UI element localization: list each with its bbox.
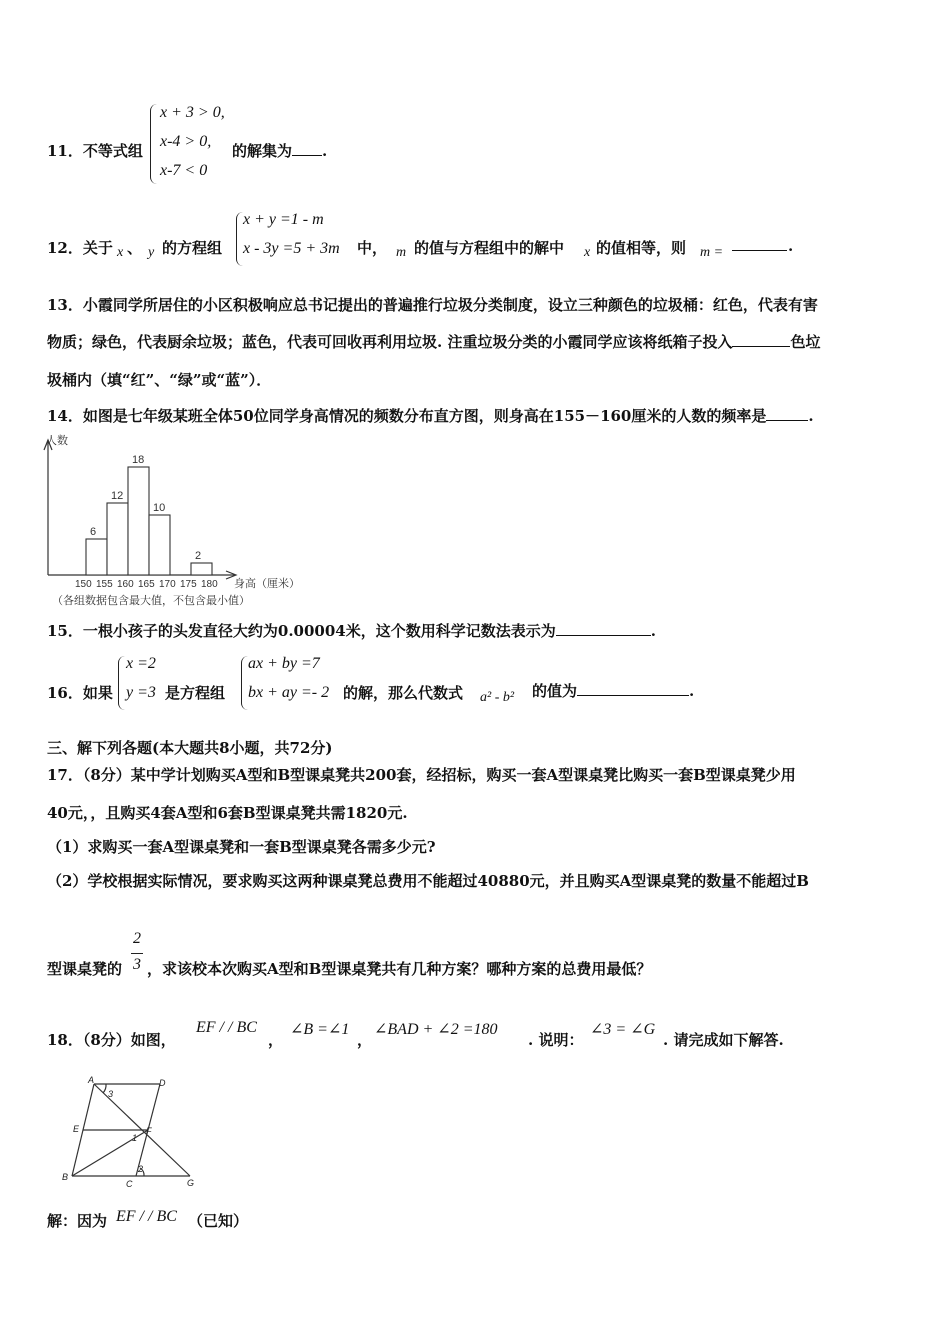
- tick-label-160: 160: [117, 579, 134, 590]
- q18-solution-b: （已知）: [188, 1212, 249, 1230]
- label-D: D: [159, 1078, 166, 1088]
- q17-part2-a: 型课桌凳的: [47, 960, 123, 978]
- q12-var-x: x: [117, 245, 124, 260]
- tick-label-180: 180: [201, 579, 218, 590]
- q14-text-body: 14．如图是七年级某班全体50位同学身高情况的频数分布直方图，则身高在155－160厘米的人数的频率是: [47, 407, 767, 425]
- q11-tail: [232, 140, 327, 161]
- bar-165-170: [149, 515, 170, 575]
- q16-tail: [532, 680, 694, 702]
- q13-line2a: 物质；绿色，代表厨余垃圾；蓝色，代表可回收再利用垃圾. 注重垃圾分类的小霞同学应该将纸箱子投入: [47, 333, 733, 351]
- q16-brace1: [118, 656, 125, 710]
- label-B: B: [62, 1172, 69, 1182]
- label-2: 2: [138, 1164, 144, 1174]
- q12-ans: m =: [700, 245, 724, 260]
- q11-label: 11．不等式组: [47, 142, 143, 160]
- bar-label-160-165: 18: [132, 454, 145, 466]
- histogram-chart: [30, 430, 350, 610]
- q17-line1: 17．（8分）某中学计划购买A型和B型课桌凳共200套，经招标，购买一套A型课桌凳比购买一套B型课桌凳少用: [47, 766, 796, 784]
- q15-end: .: [650, 622, 656, 640]
- q11-tail-text: 的解集为: [232, 142, 293, 160]
- q17-line2: 40元，，且购买4套A型和6套B型课桌凳共需1820元.: [47, 804, 408, 822]
- q12-answer-blank[interactable]: [732, 250, 787, 251]
- tick-label-165: 165: [138, 579, 155, 590]
- q18-sep2: ，: [357, 1031, 373, 1049]
- q18-text1: . 说明：: [528, 1031, 584, 1049]
- q12-var-x2: x: [584, 245, 591, 260]
- q17-part2: （2）学校根据实际情况，要求购买这两种课桌凳总费用不能超过40880元，并且购买A型课桌凳的数量不能超过B: [47, 872, 809, 890]
- q12-label: 12．关于: [47, 239, 113, 257]
- y-axis-label: 人数: [46, 435, 68, 447]
- q18-solution-a: 解：因为: [47, 1212, 108, 1230]
- q12-var-y: y: [148, 245, 155, 260]
- q13-answer-blank[interactable]: [732, 332, 790, 347]
- q12-end: .: [788, 237, 794, 255]
- q15-answer-blank[interactable]: [556, 621, 651, 636]
- bar-label-155-160: 12: [111, 490, 124, 502]
- section3-title: 三、解下列各题(本大题共8小题，共72分): [47, 739, 333, 757]
- q16-brace2: [241, 656, 248, 710]
- q17-frac-bar: [131, 953, 143, 954]
- bar-150-155: [86, 539, 107, 575]
- q12-text1: 的方程组: [162, 239, 223, 257]
- bar-175-180: [191, 563, 212, 575]
- tick-label-150: 150: [75, 579, 92, 590]
- angle-3-arc: [103, 1084, 106, 1093]
- q16-end: .: [689, 682, 695, 700]
- q11-eq2: x-4 > 0,: [160, 133, 212, 150]
- q18-text2: . 请完成如下解答.: [663, 1031, 784, 1049]
- q14-end: .: [808, 407, 814, 425]
- q17-part2-b: ，求该校本次购买A型和B型课桌凳共有几种方案？哪种方案的总费用最低？: [147, 960, 652, 978]
- label-E: E: [73, 1124, 80, 1134]
- q12-var-m: m: [396, 245, 407, 260]
- q16-text1: 是方程组: [165, 684, 226, 702]
- label-F: F: [146, 1126, 152, 1136]
- q16-text2: 的解，那么代数式: [343, 684, 464, 702]
- bar-label-175-180: 2: [195, 550, 202, 562]
- q12-text4: 的值相等，则: [596, 239, 687, 257]
- label-3: 3: [108, 1089, 114, 1099]
- q12-text2: 中，: [357, 239, 388, 257]
- bar-label-150-155: 6: [90, 526, 97, 538]
- bar-label-165-170: 10: [153, 502, 166, 514]
- q18-solution-math: EF / / BC: [116, 1208, 177, 1225]
- q16-label: 16．如果: [47, 684, 113, 702]
- q13-line2: [47, 331, 820, 353]
- label-G: G: [187, 1178, 195, 1188]
- q16-s2: y =3: [126, 684, 156, 701]
- q13-line3: 圾桶内（填“红”、“绿”或“蓝”）．: [47, 371, 272, 389]
- bar-160-165: [128, 467, 149, 575]
- label-C: C: [126, 1179, 133, 1189]
- q17-frac-den: 3: [133, 956, 141, 973]
- q16-expr: a² - b²: [480, 690, 515, 705]
- q12-eq2: x - 3y =5 + 3m: [243, 240, 340, 257]
- tick-label-170: 170: [159, 579, 176, 590]
- q11-end: .: [322, 142, 328, 160]
- histogram-note: （各组数据包含最大值，不包含最小值）: [52, 595, 250, 607]
- bar-155-160: [107, 503, 128, 575]
- q17-frac-num: 2: [133, 930, 141, 947]
- q12-brace: [236, 212, 243, 266]
- q11-eq1: x + 3 > 0,: [160, 104, 225, 121]
- q18-cond4: ∠3 = ∠G: [590, 1021, 656, 1038]
- x-axis-label: 身高（厘米）: [234, 578, 300, 590]
- q18-cond3: ∠BAD + ∠2 =180: [374, 1021, 498, 1038]
- q18-label: 18．（8分）如图，: [47, 1031, 176, 1049]
- q16-text3: 的值为: [532, 682, 578, 700]
- q16-s1: x =2: [126, 655, 156, 672]
- tick-label-175: 175: [180, 579, 197, 590]
- q11-brace: [150, 104, 157, 184]
- histogram-ticks: [75, 579, 218, 590]
- q18-cond2: ∠B =∠1: [290, 1021, 350, 1038]
- q12-sep: 、: [127, 239, 143, 257]
- q17-part1: （1）求购买一套A型课桌凳和一套B型课桌凳各需多少元?: [47, 838, 436, 856]
- q18-geometry-figure: [60, 1074, 200, 1189]
- q11-answer-blank[interactable]: [292, 141, 322, 156]
- q14-answer-blank[interactable]: [766, 406, 808, 421]
- histogram-bars: [86, 454, 212, 575]
- q16-answer-blank[interactable]: [577, 681, 689, 696]
- tick-label-155: 155: [96, 579, 113, 590]
- q14-text: [47, 405, 814, 427]
- q13-line1: 13．小霞同学所居住的小区积极响应总书记提出的普遍推行垃圾分类制度，设立三种颜色的垃圾桶：红色，代表有害: [47, 296, 818, 314]
- q13-line2b: 色垃: [790, 333, 821, 351]
- q18-sep1: ，: [268, 1031, 284, 1049]
- label-1: 1: [132, 1133, 138, 1143]
- q15-text-body: 15．一根小孩子的头发直径大约为0.00004米，这个数用科学记数法表示为: [47, 622, 556, 640]
- q16-e2: bx + ay =- 2: [248, 684, 330, 701]
- q16-e1: ax + by =7: [248, 655, 320, 672]
- q11-eq3: x-7 < 0: [160, 162, 208, 179]
- label-A: A: [88, 1075, 95, 1085]
- q15-text: [47, 620, 656, 642]
- q18-cond1: EF / / BC: [196, 1019, 257, 1036]
- q12-eq1: x + y =1 - m: [243, 211, 324, 228]
- q12-text3: 的值与方程组中的解中: [414, 239, 565, 257]
